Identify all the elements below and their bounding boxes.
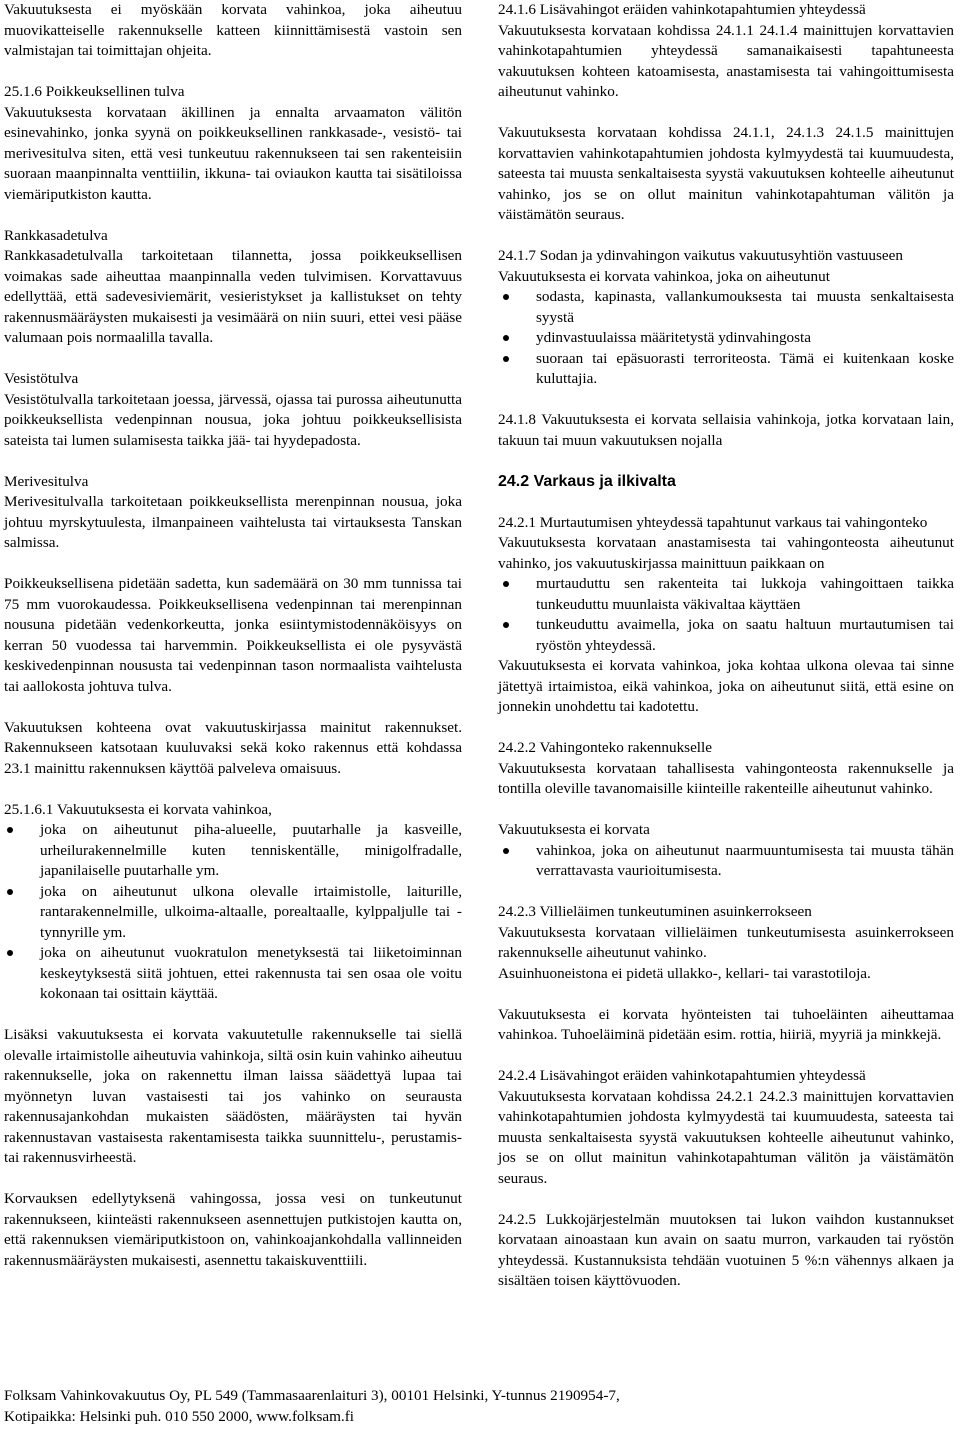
list-item: ydinvastuulaissa määritetystä ydinvahingosta — [498, 328, 954, 349]
section-24-2-4-body: Vakuutuksesta korvataan kohdissa 24.2.1 24.2.3 mainittujen korvattavien vahinkotapahtumien johdosta kylmyydestä tai kuumuudesta, sateesta tai muusta senkaltaisesta syystä vakuutuksen kohteelle aiheutunut vahinko, jos se on ollut mainitun vahinkotapahtuman välitön ja väistämätön seuraus. — [498, 1087, 954, 1187]
section-24-2-4-heading: 24.2.4 Lisävahingot eräiden vahinkotapahtumien yhteydessä — [498, 1067, 866, 1084]
section-24-2-2-exclusions-lead: Vakuutuksesta ei korvata — [498, 821, 650, 838]
section-24-2-2-body: Vakuutuksesta korvataan tahallisesta vahingonteosta rakennukselle ja tontilla oleville tavanomaisille kiinteille rakenteille aiheutunut vahinko. — [498, 759, 954, 797]
list-item: tunkeuduttu avaimella, joka on saatu haltuun murtautumisen tai ryöstön yhteydessä. — [498, 615, 954, 656]
section-24-2-1-heading: 24.2.1 Murtautumisen yhteydessä tapahtunut varkaus tai vahingonteko — [498, 513, 928, 531]
footer-line-1: Folksam Vahinkovakuutus Oy, PL 549 (Tammasaarenlaituri 3), 00101 Helsinki, Y-tunnus 2190954-7, — [4, 1387, 620, 1404]
section-24-2-5-paragraph: 24.2.5 Lukkojärjestelmän muutoksen tai lukon vaihdon kustannukset korvataan ainoastaan kun avain on saatu murron, varkauden tai ryöstön yhteydessä. Kustannuksista tehdään vuotuinen 5 %:n vähennys alkaen ja sisältäen toisen käyttövuoden. — [498, 1210, 954, 1289]
list-item: suoraan tai epäsuorasti terroriteosta. Tämä ei kuitenkaan koske kuluttajia. — [498, 349, 954, 390]
lisaksi-paragraph: Lisäksi vakuutuksesta ei korvata vakuutetulle rakennukselle tai siellä olevalle irtaimistolle aiheutuvia vahinkoja, siltä osin kuin vahinko aiheutuu rakennukselle, joka on rakennettu ilman laissa säädettyä lupaa tai myönnetyn luvan vastaisesti tai jos vahinko on seurausta rakennusajankohdan mukaisten säädösten, määräysten tai hyvän rakennustavan vastaisesta rakentamisesta taikka suunnittelu-, perustamis- tai rakennusvirheestä. — [4, 1026, 462, 1166]
right-column — [498, 0, 954, 1312]
section-24-2-heading: 24.2 Varkaus ja ilkivalta — [498, 472, 676, 490]
section-24-2-3-definition: Asuinhuoneistona ei pidetä ullakko-, kellari- tai varastotiloja. — [498, 964, 871, 982]
section-24-1-6-paragraph-2: Vakuutuksesta korvataan kohdissa 24.1.1, 24.1.3 24.1.5 mainittujen korvattavien vahinkotapahtumien johdosta kylmyydestä tai kuumuudesta, sateesta tai muusta senkaltaisesta syystä vakuutuksen kohteelle aiheutunut vahinko, jos se on ollut mainitun vahinkotapahtuman välitön ja väistämätön seuraus. — [498, 124, 954, 223]
section-25-1-6-heading: 25.1.6 Poikkeuksellinen tulva — [4, 83, 185, 100]
section-24-2-3-tail: Vakuutuksesta ei korvata hyönteisten tai tuhoeläinten aiheuttamaa vahinkoa. Tuhoeläiminä pidetään esim. rottia, hiiriä, myyriä ja minkkejä. — [498, 1005, 954, 1043]
section-24-1-7-lead: Vakuutuksesta ei korvata vahinkoa, joka on aiheutunut — [498, 267, 830, 285]
vesistotulva-heading: Vesistötulva — [4, 370, 79, 387]
section-24-1-6-heading: 24.1.6 Lisävahingot eräiden vahinkotapahtumien yhteydessä — [498, 1, 866, 18]
section-24-2-1-tail: Vakuutuksesta ei korvata vahinkoa, joka kohtaa ulkona olevaa tai sinne jätettyä irtaimistoa, eikä vahinkoa, joka on aiheutunut siitä, että esine on jonnekin unohdettu tai kadotettu. — [498, 657, 954, 715]
section-24-2-2-heading: 24.2.2 Vahingonteko rakennukselle — [498, 739, 712, 756]
section-24-2-3-body: Vakuutuksesta korvataan villieläimen tunkeutumisesta asuinkerrokseen rakennukselle aiheutunut vahinko. — [498, 923, 954, 961]
rankkasadetulva-body: Rankkasadetulvalla tarkoitetaan tilannetta, jossa poikkeuksellisen voimakas sade aiheuttaa maanpinnalla veden tulvimisen. Korvattavuus edellyttää, että sadevesiviemärit, vesieristykset ja kallistukset on tehty rakennusmääräysten mukaisesti ja vesimäärä on niin suuri, ettei vesi pääse valumaan pois normaalilla tavalla. — [4, 247, 462, 346]
merivesitulva-heading: Merivesitulva — [4, 472, 89, 490]
section-25-1-6-body: Vakuutuksesta korvataan äkillinen ja ennalta arvaamaton välitön esinevahinko, jonka syynä on poikkeuksellinen rankkasade-, vesistö- tai merivesitulva siten, että vesi tunkeutuu rakennukseen tai sen rakenteisiin suoraan maanpinnalta venttiilin, ikkuna- tai oviaukon kautta tai sisätiloissa viemäriputkiston kautta. — [4, 103, 462, 203]
rankkasadetulva-heading: Rankkasadetulva — [4, 226, 108, 244]
section-24-2-1-list — [498, 574, 954, 656]
list-item: murtauduttu sen rakenteita tai lukkoja vahingoittaen taikka tunkeuduttu muunlaista väkivaltaa käyttäen — [498, 574, 954, 615]
vesistotulva-body: Vesistötulvalla tarkoitetaan joessa, järvessä, ojassa tai purossa aiheutunutta poikkeuksellista vedenpinnan nousua, joka johtuu poikkeuksellisista sateista tai lumen sulamisesta taikka jää- tai hyydepadosta. — [4, 390, 462, 449]
section-24-1-7-list — [498, 287, 954, 390]
section-24-1-6-paragraph-1: Vakuutuksesta korvataan kohdissa 24.1.1 24.1.4 mainittujen korvattavien vahinkotapahtumien yhteydessä samanaikaisesti tapahtuneesta vakuutuksen kohteen katoamisesta, anastamisesta tai vahingoittumisesta aiheutunut vahinko. — [498, 21, 954, 100]
section-24-1-7-heading: 24.1.7 Sodan ja ydinvahingon vaikutus vakuutusyhtiön vastuuseen — [498, 247, 903, 264]
vakuutuksen-kohde-paragraph: Vakuutuksen kohteena ovat vakuutuskirjassa mainitut rakennukset. Rakennukseen katsotaan kuuluvaksi sekä koko rakennus että kohdassa 23.1 mainittu rakennuksen käyttöä palveleva omaisuus. — [4, 718, 462, 777]
list-item: sodasta, kapinasta, vallankumouksesta tai muusta senkaltaisesta syystä — [498, 287, 954, 328]
list-item: joka on aiheutunut piha-alueelle, puutarhalle ja kasveille, urheilurakennelmille kuten tenniskentälle, minigolfradalle, japanilaiselle puutarhalle ym. — [4, 820, 462, 882]
intro-paragraph: Vakuutuksesta ei myöskään korvata vahinkoa, joka aiheutuu muovikatteiselle rakennukselle katteen kiinnittämisestä vastoin sen valmistajan tai toimittajan ohjeita. — [4, 1, 462, 59]
footer-line-2: Kotipaikka: Helsinki puh. 010 550 2000, www.folksam.fi — [4, 1407, 354, 1425]
list-item: joka on aiheutunut vuokratulon menetyksestä tai liiketoiminnan keskeytyksestä siitä johtuen, ettei rakennusta tai sen osaa ole voitu kokonaan tai osittain käyttää. — [4, 943, 462, 1005]
section-25-1-6-1-heading: 25.1.6.1 Vakuutuksesta ei korvata vahinkoa, — [4, 800, 272, 818]
list-item: joka on aiheutunut ulkona olevalle irtaimistolle, laiturille, rantarakennelmille, ulkoima-altaalle, porealtaalle, kylppaljulle tai -tynnyrille ym. — [4, 882, 462, 944]
merivesitulva-body: Merivesitulvalla tarkoitetaan poikkeuksellista merenpinnan nousua, joka johtuu myrskytuulesta, ilmanpaineen vaihtelusta tai virtauksesta Tanskan salmissa. — [4, 493, 462, 551]
page-footer — [4, 1386, 954, 1427]
korvauksen-edellytys-paragraph: Korvauksen edellytyksenä vahingossa, jossa vesi on tunkeutunut rakennukseen, kiinteästi rakennukseen asennettujen putkistojen kautta on, että rakennuksen viemäriputkistoon on, vahinkoajankohdalla vallinneiden rakennusmääräysten mukaisesti, asennettu takaiskuventtiili. — [4, 1190, 462, 1269]
left-column — [4, 0, 462, 1292]
section-25-1-6-1-list — [4, 820, 462, 1005]
section-24-2-2-exclusions-list — [498, 841, 954, 882]
poikkeuksellisena-paragraph: Poikkeuksellisena pidetään sadetta, kun sademäärä on 30 mm tunnissa tai 75 mm vuorokaudessa. Poikkeuksellisena vedenpinnan tai merenpinnan nousuna pidetään vedenkorkeutta, jonka esiintymistodennäköisyys on kerran 50 vuodessa tai harvemmin. Poikkeuksellista ei ole pysyvästä keskivedenpinnan noususta tai vedenpinnan tason normaalista vaihtelusta tai aallokosta johtuva tulva. — [4, 575, 462, 695]
list-item: vahinkoa, joka on aiheutunut naarmuuntumisesta tai muusta tähän verrattavasta vaurioitumisesta. — [498, 841, 954, 882]
section-24-1-8-paragraph: 24.1.8 Vakuutuksesta ei korvata sellaisia vahinkoja, jotka korvataan lain, takuun tai muun vakuutuksen nojalla — [498, 411, 954, 449]
section-24-2-1-lead: Vakuutuksesta korvataan anastamisesta tai vahingonteosta aiheutunut vahinko, jos vakuutuskirjassa mainittuun paikkaan on — [498, 534, 954, 572]
section-24-2-3-heading: 24.2.3 Villieläimen tunkeutuminen asuinkerrokseen — [498, 903, 812, 920]
